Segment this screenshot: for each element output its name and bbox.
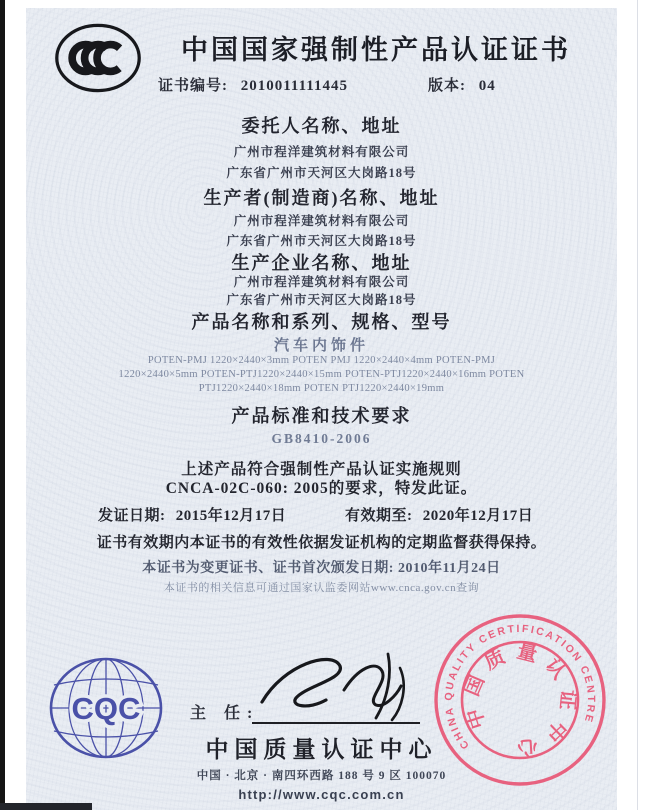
product-spec-line: 1220×2440×5mm POTEN-PTJ1220×2440×15mm POTEN-PTJ1220×2440×16mm POTEN	[118, 369, 525, 380]
director-signature	[248, 648, 426, 726]
cert-no-label: 证书编号:	[158, 78, 228, 94]
seal-inner-text: 中国质量认证中心	[460, 640, 580, 759]
standard-heading: 产品标准和技术要求	[231, 406, 412, 426]
applicant-name: 广州市程洋建筑材料有限公司	[233, 145, 410, 159]
expiry-date-row	[345, 504, 533, 525]
product-heading: 产品名称和系列、规格、型号	[191, 312, 452, 332]
producer-name: 广州市程洋建筑材料有限公司	[233, 214, 410, 228]
expiry-date-label: 有效期至:	[345, 508, 413, 524]
statement-line: CNCA-02C-060: 2005的要求，特发此证。	[165, 480, 478, 497]
applicant-heading: 委托人名称、地址	[241, 116, 402, 136]
change-note: 本证书为变更证书、证书首次颁发日期: 2010年11月24日	[142, 561, 501, 576]
seal-ring-text: CHINA QUALITY CERTIFICATION CENTRE	[442, 622, 598, 752]
product-spec-line: PTJ1220×2440×18mm POTEN PTJ1220×2440×19mm	[198, 383, 445, 394]
statement-line: 上述产品符合强制性产品认证实施规则	[181, 461, 462, 478]
standard-value: GB8410-2006	[271, 431, 372, 446]
version-value: 04	[478, 78, 496, 94]
product-name: 汽车内饰件	[273, 338, 369, 354]
applicant-address: 广东省广州市天河区大岗路18号	[226, 166, 417, 180]
certificate-title: 中国国家强制性产品认证证书	[181, 35, 571, 65]
scan-fold-line	[637, 0, 638, 810]
org-name: 中国质量认证中心	[205, 737, 438, 762]
cert-number-row	[158, 74, 348, 95]
org-website: http://www.cqc.com.cn	[238, 787, 405, 802]
signature-line	[252, 722, 420, 724]
producer-heading: 生产者(制造商)名称、地址	[203, 188, 440, 208]
version-row	[428, 74, 496, 95]
factory-name: 广州市程洋建筑材料有限公司	[233, 275, 410, 289]
issue-date-value: 2015年12月17日	[175, 508, 287, 524]
org-address: 中国 · 北京 · 南四环西路 188 号 9 区 100070	[196, 770, 447, 782]
factory-address: 广东省广州市天河区大岗路18号	[226, 293, 417, 307]
factory-heading: 生产企业名称、地址	[231, 253, 412, 273]
cert-no-value: 2010011111445	[240, 78, 348, 94]
info-note: 本证书的相关信息可通过国家认监委网站www.cnca.gov.cn查询	[163, 582, 480, 594]
scan-edge-left	[0, 0, 5, 810]
cqc-logo-text: CQC	[71, 691, 141, 726]
issue-date-row	[98, 504, 286, 525]
producer-address: 广东省广州市天河区大岗路18号	[226, 234, 417, 248]
validity-note: 证书有效期内本证书的有效性依据发证机构的定期监督获得保持。	[96, 535, 547, 551]
version-label: 版本:	[428, 78, 466, 94]
expiry-date-value: 2020年12月17日	[422, 508, 534, 524]
director-label: 主 任:	[190, 705, 260, 722]
issue-date-label: 发证日期:	[98, 508, 166, 524]
scan-edge-bottom	[0, 803, 92, 810]
ccc-logo-icon	[52, 20, 144, 96]
product-spec-line: POTEN-PMJ 1220×2440×3mm POTEN PMJ 1220×2440×4mm POTEN-PMJ	[147, 355, 496, 366]
